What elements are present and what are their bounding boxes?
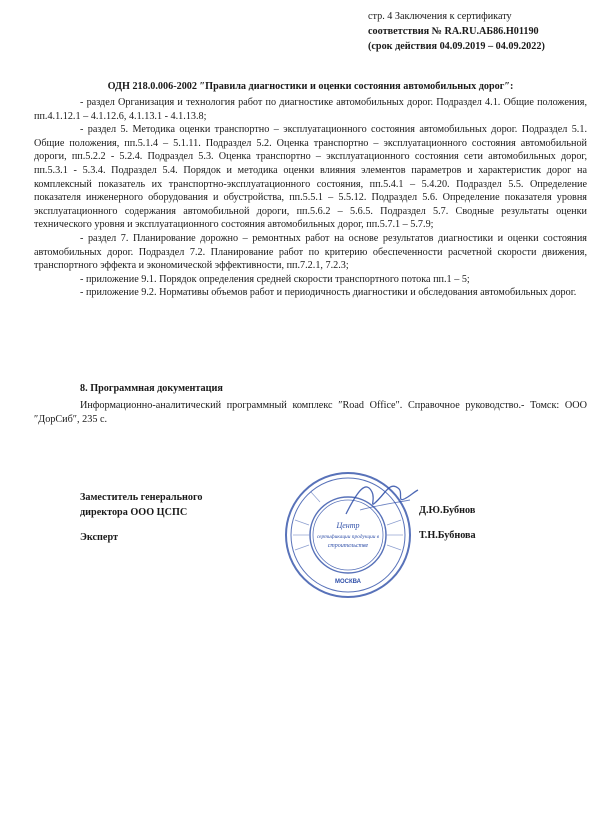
- header-line-1: стр. 4 Заключения к сертификату: [368, 11, 512, 22]
- deputy-title-line-1: Заместитель генерального: [80, 492, 203, 503]
- list-item: - раздел Организация и технология работ по диагностике автомобильных дорог. Подраздел 4.1. Общие положения, пп.4.1.12.1 – 4.1.12.6, 4.1.13.1 - 4.1.13.8;: [34, 97, 587, 122]
- list-item: - приложение 9.1. Порядок определения средней скорости транспортного потока пп.1 – 5;: [80, 273, 470, 285]
- list-item: - приложение 9.2. Нормативы объемов работ и периодичность диагностики и обследования автомобильных дорог.: [80, 287, 577, 299]
- section-8-text: Информационно-аналитический программный комплекс ″Road Office″. Справочное руководство.- Томск: ООО ″ДорСиб″, 235 с.: [34, 400, 587, 425]
- expert-label: Эксперт: [80, 532, 118, 543]
- requirements-list: [34, 96, 587, 300]
- handwritten-signature: [340, 470, 420, 525]
- stamp-center-line-2: сертификации продукции в: [316, 534, 380, 540]
- stamp-city: МОСКВА: [334, 579, 362, 585]
- list-item: - раздел 5. Методика оценки транспортно – эксплуатационного состояния автомобильных дорог. Подраздел 5.1. Общие положения, пп.5.1.4 – 5.1.11. Подраздел 5.2. Оценка транспортно – эксплуатационного состояния автомобильной дороги, пп.5.2.2 - 5.2.4. Подраздел 5.3. Оценка транспортно – эксплуатационного состояния сети автомобильных дорог, пп.5.3.1 - 5.3.4. Подраздел 5.4. Порядок и методика оценки влияния элементов параметров и характеристик дорог на комплексный показатель их транспортно-эксплуатационного состояния, пп.5.4.1 – 5.4.20. Подраздел 5.5. Определение показателя инженерного оборудования и обустройства, пп.5.5.1 – 5.5.12. Подраздел 5.6. Определение показателя уровня эксплуатационного содержания автомобильной дороги, пп.5.6.2 – 5.6.5. Подраздел 5.7. Сводные результаты оценки технического уровня и эксплуатационного состояния автомобильных дорог, пп.5.7.1 – 5.7.9;: [34, 124, 587, 231]
- deputy-name: Д.Ю.Бубнов: [419, 505, 476, 516]
- header-line-2: соответствия № RA.RU.АБ86.Н01190: [368, 26, 539, 37]
- stamp-center-line-1: Центр: [336, 521, 360, 530]
- document-title: ОДН 218.0.006-2002 ″Правила диагностики и оценки состояния автомобильных дорог″:: [107, 81, 514, 92]
- deputy-title-line-2: директора ООО ЦСПС: [80, 507, 188, 518]
- section-8-title: 8. Программная документация: [80, 383, 223, 394]
- stamp-center-line-3: строительстве: [327, 543, 369, 549]
- deputy-title: [80, 490, 202, 520]
- expert-name: Т.Н.Бубнова: [419, 530, 476, 541]
- list-item: - раздел 7. Планирование дорожно – ремонтных работ на основе результатов диагностики и оценки состояния автомобильных дорог. Подраздел 7.2. Планирование работ по критерию обеспеченности расчетной скорости движения, транспортного эффекта и экономической эффективности, пп.7.2.1, 7.2.3;: [34, 232, 587, 272]
- page-header: [368, 9, 598, 54]
- header-line-3: (срок действия 04.09.2019 – 04.09.2022): [368, 41, 545, 52]
- section-8-text-block: [34, 399, 587, 426]
